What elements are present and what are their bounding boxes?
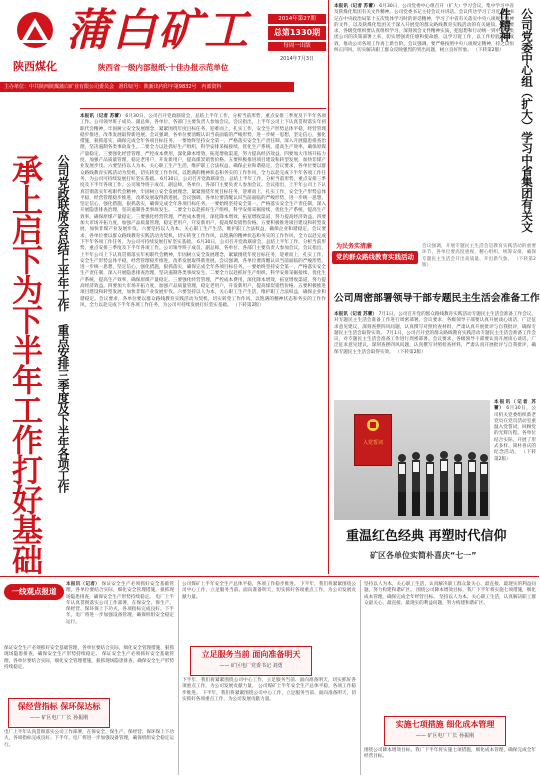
reg-no: 准印证号：陕新出内印字第9832号 (118, 84, 197, 90)
crowd (394, 440, 490, 520)
company-logo-text: 陕西煤化 (13, 60, 57, 73)
bottom-left-subhead-box (8, 698, 110, 728)
lead-subheadline: 公司党政联席会总结上半年工作 重点安排三季度及下半年各项工作 (56, 154, 70, 493)
bottom-left-body-2 (4, 730, 174, 774)
sidebar-note-continued: （下转第2版） (422, 256, 536, 268)
lead-text-1: 6月30日，公司召开党政联席会，总结上半年工作，分析当前形势，重点安排三季度及下半年各项工作。公司领导班子成员、副总师，各单位、各部门主要负责人参加会议。会议指出，上半年公司上下认真贯彻落实年初职代会精神，牢固树立安全发展理念，紧紧围绕年度目标任务，迎难而上，扎实工作，安全生产形势总体平稳，经营管理稳步推进，改革发展取得新进展。会议强调，各单位要清醒认识当前面临的严峻形势，进一步统一思想，坚定信心，强化措施，狠抓落实，确保完成全年各项目标任务。一要始终坚持安全第一，严格落实安全生产责任制，深入开展隐患排查治理，坚决遏制各类事故发生。二要全力以赴抓好生产组织，科学安排采掘接续，优化生产系统，提高生产效率，确保原煤产量稳定。三要强化经营管理，严控成本费用，深化降本增效，拓宽增收渠道，努力提高经济效益。四要加大市场开拓力度，加强产品质量管理，稳定老用户，开发新用户，提高煤炭销售价格。五要积极推进项目建设和转型发展，加快非煤产业发展步伐。六要坚持以人为本，关心职工生产生活，维护职工合法权益，确保企业和谐稳定。会议要求，各单位要以群众路线教育实践活动为契机，切实转变工作作风，以饱满的精神状态和务实的工作作风，全力以赴完成下半年各项工作任务，为公司可持续发展打好坚实基础。 (80, 114, 326, 182)
review-meeting-byline: 本报讯（记者 苏蕾） (334, 312, 377, 317)
study-session-body (334, 4, 514, 236)
vertical-rule-3 (360, 580, 361, 775)
issue-label: 2014年第27期 (268, 14, 326, 24)
lead-headline: 承上启下为下半年工作打好基础 (6, 154, 42, 574)
photo-caption-byline: 本报讯（记者 苏蕾） (494, 400, 536, 412)
bottom-left-body-a: 保证安全生产必须抓好安全基础管理，各单位要结合实际，细化安全管理措施，狠抓现场隐患排查，确保安全生产形势持续稳定。 (66, 582, 174, 600)
crowd-figures-icon (394, 440, 490, 520)
company-logo (6, 10, 64, 73)
bottom-left-column (0, 578, 176, 777)
company-logo-icon (6, 10, 64, 54)
review-meeting-continued: （下转第2版） (395, 349, 426, 355)
bottom-left-body (4, 646, 174, 696)
bottom-right-subhead-box (384, 716, 506, 746)
study-session-headline: 公司党委中心组（扩大）学习中省集团有关文件精神 (498, 8, 534, 232)
bottom-middle-text: 下半年，我们将紧紧围绕公司中心工作，立足服务当前、面向准备明天，切实抓好各项重点工作，为公司发展贡献力量。 (182, 678, 356, 690)
vertical-rule-1 (328, 0, 329, 574)
lead-body (80, 114, 326, 570)
info-bar (0, 82, 294, 92)
photo-caption-title: 重温红色经典 再塑时代信仰 (346, 529, 507, 544)
frontline-block-title (4, 584, 64, 614)
bottom-rule (0, 576, 539, 577)
bottom-right-column (362, 578, 539, 777)
vertical-rule-2 (178, 580, 179, 775)
review-meeting-text-2: 7月1日，公司召开党的群众路线教育实践活动专题民主生活会准备工作会议，对专题民主生活会准备工作进行周密部署。会议要求，各级领导干部要认真开展谈心谈话，广泛征求意见建议，深刻查摆四风问题，认真撰写对照检查材料，严肃认真开展批评与自我批评，确保专题民主生活会取得实效。 (334, 330, 536, 355)
photo-side-caption (494, 400, 536, 520)
sidebar-note (422, 244, 536, 288)
banner-title: 党的群众路线教育实践活动 (332, 251, 418, 264)
study-session-article (330, 2, 539, 240)
distribution: 内部资料 (201, 84, 222, 90)
bottom-right-subhead: 实施七项措施 细化成本管理 (395, 720, 495, 729)
study-session-continued: （下转第2版） (473, 48, 504, 54)
bottom-middle-text-top-2: 下半年，我们将紧紧围绕公司中心工作，立足服务当前、面向准备明天，切实抓好各项重点工作，为公司发展贡献力量。 (182, 582, 356, 600)
lead-byline: 本报讯（记者 苏蕾） (80, 114, 124, 119)
lead-article (0, 96, 330, 574)
review-meeting-headline: 公司周密部署领导干部专题民主生活会准备工作 (334, 293, 540, 304)
bottom-left-subhead: 保经营指标 保环保达标 (17, 702, 101, 711)
photo-caption-body: 6月30日，公司机关党委组织新老党员在党员活动室重温入党誓词，回顾党的光辉历程。各单位结合实际，开展了形式多样、简朴喜庆的纪念活动。 (494, 406, 536, 456)
lead-separator (80, 108, 326, 109)
bottom-right-body-top (364, 582, 536, 710)
bottom-middle-column (180, 578, 358, 777)
study-session-text: 6月30日，公司党委中心组召开（扩大）学习会议，集中学习中省及陕煤化集团有关文件精神。公司党委书记主持会议并讲话。会议传达学习了习近平总书记在中央政治局第十五次集体学习时的讲话精神，学习了中省有关落实中央八项规定精神的文件，以及陕煤化集团关于深入开展党的群众路线教育实践活动的有关通知。会议要求，各级党组织要认真组织学习，深刻领会文件精神实质，把思想和行动统一到中省和集团公司的决策部署上来，切实增强责任感和使命感，以学习促工作，以工作检验学习成效，推动公司各项工作再上新台阶。会议强调，要严格按照中央八项规定精神，持之以恒纠正四风，切实解决职工群众反映强烈的突出问题，树立良好形象。 (334, 4, 514, 54)
bottom-middle-text-2: 公司煤矿上半年安全生产总体平稳，各项工作稳步推进。 (182, 684, 356, 696)
bottom-middle-body (182, 678, 356, 774)
poster-text: 入党誓词 (362, 440, 383, 446)
bottom-middle-text-3: 下半年，我们将紧紧围绕公司中心工作，立足服务当前、面向准备明天，切实抓好各项重点工作，为公司发展贡献力量。 (182, 690, 356, 702)
bottom-left-text-3: 电厂上半年认真贯彻落实公司工作部署，在保安全、保生产、保经营、保环保上下功夫，各项指标完成良好。下半年，电厂将进一步加强设备管理，确保机组安全稳定运行。 (4, 730, 174, 748)
bottom-right-body (364, 748, 536, 774)
bottom-left-text-2: 保证安全生产必须抓好安全基础管理，各单位要结合实际，细化安全管理措施，狠抓现场隐患排查，确保安全生产形势持续稳定。 (4, 652, 174, 670)
lead-text-3: 6月30日，公司召开党政联席会，总结上半年工作，分析当前形势，重点安排三季度及下半年各项工作。公司领导班子成员、副总师，各单位、各部门主要负责人参加会议。会议指出，上半年公司上下认真贯彻落实年初职代会精神，牢固树立安全发展理念，紧紧围绕年度目标任务，迎难而上，扎实工作，安全生产形势总体平稳，经营管理稳步推进，改革发展取得新进展。会议强调，各单位要清醒认识当前面临的严峻形势，进一步统一思想，坚定信心，强化措施，狠抓落实，确保完成全年各项目标任务。一要始终坚持安全第一，严格落实安全生产责任制，深入开展隐患排查治理，坚决遏制各类事故发生。二要全力以赴抓好生产组织，科学安排采掘接续，优化生产系统，提高生产效率，确保原煤产量稳定。三要强化经营管理，严控成本费用，深化降本增效，拓宽增收渠道，努力提高经济效益。四要加大市场开拓力度，加强产品质量管理，稳定老用户，开发新用户，提高煤炭销售价格。五要积极推进项目建设和转型发展，加快非煤产业发展步伐。六要坚持以人为本，关心职工生产生活，维护职工合法权益，确保企业和谐稳定。会议要求，各单位要以群众路线教育实践活动为契机，切实转变工作作风，以饱满的精神状态和务实的工作作风，全力以赴完成下半年各项工作任务，为公司可持续发展打好坚实基础。 (80, 239, 326, 308)
sponsor: 主办单位：中共陕西陕煤蒲白矿业有限公司委员会 (4, 84, 115, 90)
photo-caption-sub: 矿区各单位实简朴喜庆“七一” (370, 551, 477, 560)
bottom-middle-text-top: 公司煤矿上半年安全生产总体平稳，各项工作稳步推进。 (182, 582, 299, 587)
bottom-right-text-top: 坚持以人为本，关心职工生活，认真解决职工群众最关心、最直接、最现实的利益问题，努力构建和谐矿区。 (364, 582, 536, 594)
bottom-right-sub-source: —— 矿区电厂厂长 孙振刚 (415, 733, 475, 739)
publish-cycle: 每周一出版 (268, 42, 326, 51)
party-emblem-icon (355, 415, 391, 435)
bottom-middle-subhead-box (190, 646, 312, 676)
review-meeting-body (334, 312, 536, 394)
bottom-left-intro (66, 582, 174, 644)
bottom-left-body-b: 电厂上半年认真贯彻落实公司工作部署，在保安全、保生产、保经营、保环保上下功夫，各项指标完成良好。下半年，电厂将进一步加强设备管理，确保机组安全稳定运行。 (66, 594, 174, 625)
study-session-byline: 本报讯（记者 苏蕾） (334, 4, 378, 9)
review-meeting-text: 7月1日，公司召开党的群众路线教育实践活动专题民主生活会准备工作会议，对专题民主生活会准备工作进行周密部署。会议要求，各级领导干部要认真开展谈心谈话，广泛征求意见建议，深刻查摆四风问题，认真撰写对照检查材料，严肃认真开展批评与自我批评，确保专题民主生活会取得实效。 (334, 312, 536, 336)
issue-total: 总第1330期 (268, 26, 326, 40)
publish-date: 2014年7月3日 (279, 56, 315, 62)
photo-caption-continued: （下转第2版） (494, 450, 536, 462)
issue-box (268, 14, 326, 76)
lead-text-2: 6月30日，公司召开党政联席会，总结上半年工作，分析当前形势，重点安排三季度及下半年各项工作。公司领导班子成员、副总师，各单位、各部门主要负责人参加会议。会议指出，上半年公司上下认真贯彻落实年初职代会精神，牢固树立安全发展理念，紧紧围绕年度目标任务，迎难而上，扎实工作，安全生产形势总体平稳，经营管理稳步推进，改革发展取得新进展。会议强调，各单位要清醒认识当前面临的严峻形势，进一步统一思想，坚定信心，强化措施，狠抓落实，确保完成全年各项目标任务。一要始终坚持安全第一，严格落实安全生产责任制，深入开展隐患排查治理，坚决遏制各类事故发生。二要全力以赴抓好生产组织，科学安排采掘接续，优化生产系统，提高生产效率，确保原煤产量稳定。三要强化经营管理，严控成本费用，深化降本增效，拓宽增收渠道，努力提高经济效益。四要加大市场开拓力度，加强产品质量管理，稳定老用户，开发新用户，提高煤炭销售价格。五要积极推进项目建设和转型发展，加快非煤产业发展步伐。六要坚持以人为本，关心职工生产生活，维护职工合法权益，确保企业和谐稳定。会议要求，各单位要以群众路线教育实践活动为契机，切实转变工作作风，以饱满的精神状态和务实的工作作风，全力以赴完成下半年各项工作任务，为公司可持续发展打好坚实基础。 (80, 176, 326, 245)
bottom-middle-body-top (182, 582, 356, 642)
bottom-left-sub-source: —— 矿区电厂厂长 孙振刚 (29, 715, 89, 721)
frontline-title: 一线观点报道 (4, 584, 64, 600)
bottom-right-text: 围绕公司降本增效目标，我厂下半年将实施七项措施，细化成本管理，确保完成全年经营目标。 (364, 748, 536, 760)
bottom-left-text: 保证安全生产必须抓好安全基础管理，各单位要结合实际，细化安全管理措施，狠抓现场隐患排查，确保安全生产形势持续稳定。 (4, 646, 174, 658)
bottom-middle-sub-source: —— 矿区电厂党委书记 刘勇 (219, 663, 283, 669)
paper-title: 蒲白矿工 (66, 5, 250, 56)
bottom-right-text-top-2: 围绕公司降本增效目标，我厂下半年将实施七项措施，细化成本管理，确保完成全年经营目标。 (364, 588, 536, 600)
campaign-banner (332, 243, 418, 271)
event-photo (334, 400, 490, 520)
bottom-right-text-top-3: 坚持以人为本，关心职工生活，认真解决职工群众最关心、最直接、最现实的利益问题，努力构建和谐矿区。 (364, 594, 536, 606)
slogan: 陕西省一级内部报纸·十佳办报示范单位 (98, 63, 229, 72)
bottom-middle-subhead: 立足服务当前 面向准备明天 (201, 650, 301, 659)
bottom-left-byline: 本报讯（记者） (66, 582, 100, 587)
banner-tag: 为民务实清廉 (336, 243, 373, 250)
sidebar-note-text: 会议强调，开展专题民主生活会是教育实践活动的重要环节，各单位要高度重视，精心组织，统筹安排，确保专题民主生活会开出高质量、开出新气象。 (422, 244, 536, 262)
poster-board (354, 414, 392, 466)
lead-continued: （下转第2版） (233, 302, 264, 308)
